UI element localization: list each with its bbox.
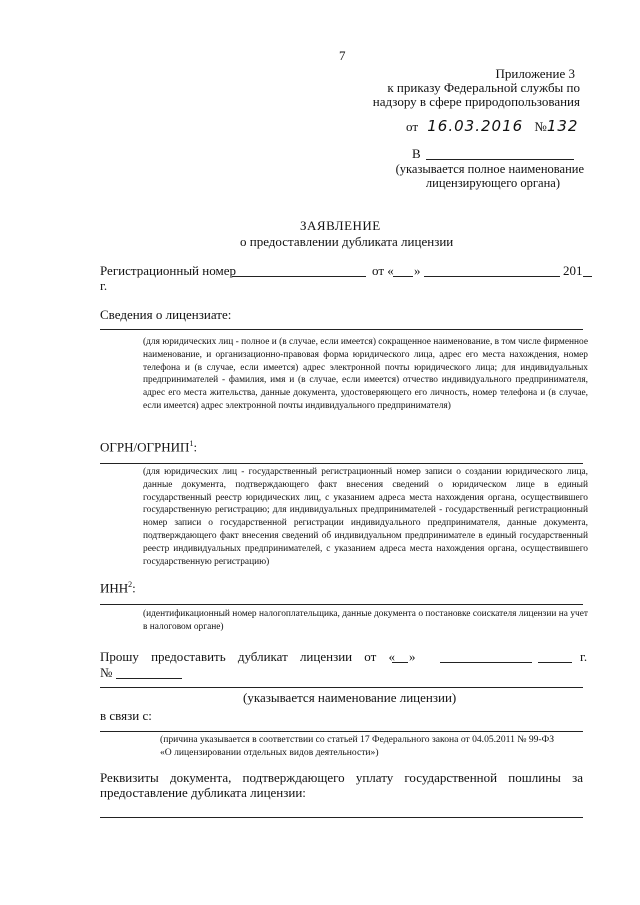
reason-label: в связи с:: [100, 708, 152, 723]
request-month-field[interactable]: [440, 662, 532, 663]
document-subtitle: о предоставлении дубликата лицензии: [240, 234, 454, 249]
registration-quote-close: »: [414, 263, 421, 278]
request-year-field[interactable]: [538, 662, 572, 663]
registration-day-field[interactable]: [393, 276, 413, 277]
document-title: ЗАЯВЛЕНИЕ: [300, 218, 381, 233]
request-quote-close: »: [409, 649, 416, 664]
fee-line-1-box: [100, 770, 583, 786]
appendix-agency-line: надзору в сфере природопользования: [372, 94, 580, 109]
fee-line-2: предоставление дубликата лицензии:: [100, 785, 306, 800]
inn-label: ИНН: [100, 580, 129, 596]
order-number-prefix: №: [534, 119, 547, 134]
registration-month-field[interactable]: [424, 276, 560, 277]
request-text: Прошу предоставить дубликат лицензии от «: [100, 649, 395, 664]
ogrn-field[interactable]: [100, 463, 583, 464]
ogrn-label: ОГРН/ОГРНИП: [100, 439, 190, 455]
inn-field[interactable]: [100, 604, 583, 605]
registration-year-prefix: 201: [563, 263, 583, 278]
registration-label: Регистрационный номер: [100, 263, 236, 278]
addressee-line[interactable]: [426, 159, 574, 160]
registration-row: [100, 263, 236, 279]
order-date-row: [406, 117, 578, 135]
order-date-value: 16.03.2016: [427, 117, 524, 135]
addressee-prefix: В: [412, 146, 421, 161]
request-text-box: [100, 649, 395, 665]
licensee-field[interactable]: [100, 329, 583, 330]
reason-note-2: «О лицензировании отдельных видов деятельности»): [160, 747, 379, 758]
license-name-field[interactable]: [100, 687, 583, 688]
fee-line-1: Реквизиты документа, подтверждающего уплату государственной пошлины за: [100, 770, 583, 785]
appendix-title: Приложение 3: [495, 66, 575, 81]
inn-footnote-ref: 2: [128, 580, 133, 589]
ogrn-colon: :: [193, 439, 198, 455]
inn-label-row: [100, 580, 136, 596]
reason-field[interactable]: [100, 731, 583, 732]
ogrn-footnote-ref: 1: [189, 439, 194, 448]
order-number-value: 132: [546, 117, 579, 135]
request-number-label: №: [100, 665, 113, 680]
addressee-note-2: лицензирующего органа): [425, 176, 560, 190]
appendix-order-line: к приказу Федеральной службы по: [387, 80, 580, 95]
licensee-note: (для юридических лиц - полное и (в случае, если имеется) сокращенное наименование, в том числе фирменное наименование, и организационно-правовая форма юридического лица, адрес его места нахождения, номер телефона и (в случае, если имеется) адрес электронной почты юридического лица; для индивидуальных предпринимателей - фамилия, имя и (в случае, если имеется) отчество индивидуального предпринимателя, адрес его места жительства, данные документа, удостоверяющего его личность, номер телефона и (в случае, если имеется) адрес электронной почты индивидуального предпринимателя): [143, 337, 588, 411]
fee-field[interactable]: [100, 817, 583, 818]
registration-number-field[interactable]: [232, 276, 366, 277]
registration-year-suffix: г.: [100, 278, 108, 293]
registration-year-field[interactable]: [583, 276, 592, 277]
page-number: 7: [339, 48, 346, 63]
addressee-note-1: (указывается полное наименование: [395, 162, 584, 176]
order-date-prefix: от: [406, 119, 419, 134]
reason-note-1: (причина указывается в соответствии со статьей 17 Федерального закона от 04.05.2011 № 99-ФЗ: [160, 734, 555, 745]
license-name-note: (указывается наименование лицензии): [243, 690, 457, 705]
ogrn-label-row: [100, 439, 197, 455]
inn-note: (идентификационный номер налогоплательщика, данные документа о постановке соискателя лицензии на учет в налоговом органе): [143, 609, 588, 632]
request-day-field[interactable]: [392, 662, 408, 663]
inn-colon: :: [132, 580, 136, 596]
ogrn-note: (для юридических лиц - государственный регистрационный номер записи о создании юридического лица, данные документа, подтверждающего факт внесения сведений о юридическом лице в единый государственный реестр юридических лиц, с указанием адреса места нахождения органа, осуществившего государственную регистрацию; для индивидуальных предпринимателей - государственный регистрационный номер записи о государственной регистрации индивидуального предпринимателя, данные документа, подтверждающего факт внесения сведений об индивидуальном предпринимателе в единый государственный реестр индивидуальных предпринимателей, с указанием адреса места нахождения органа, осуществившего государственную регистрацию): [143, 467, 588, 567]
registration-from: от «: [372, 263, 394, 278]
request-year-suffix: г.: [580, 649, 588, 664]
licensee-label: Сведения о лицензиате:: [100, 307, 232, 322]
request-number-field[interactable]: [116, 678, 182, 679]
